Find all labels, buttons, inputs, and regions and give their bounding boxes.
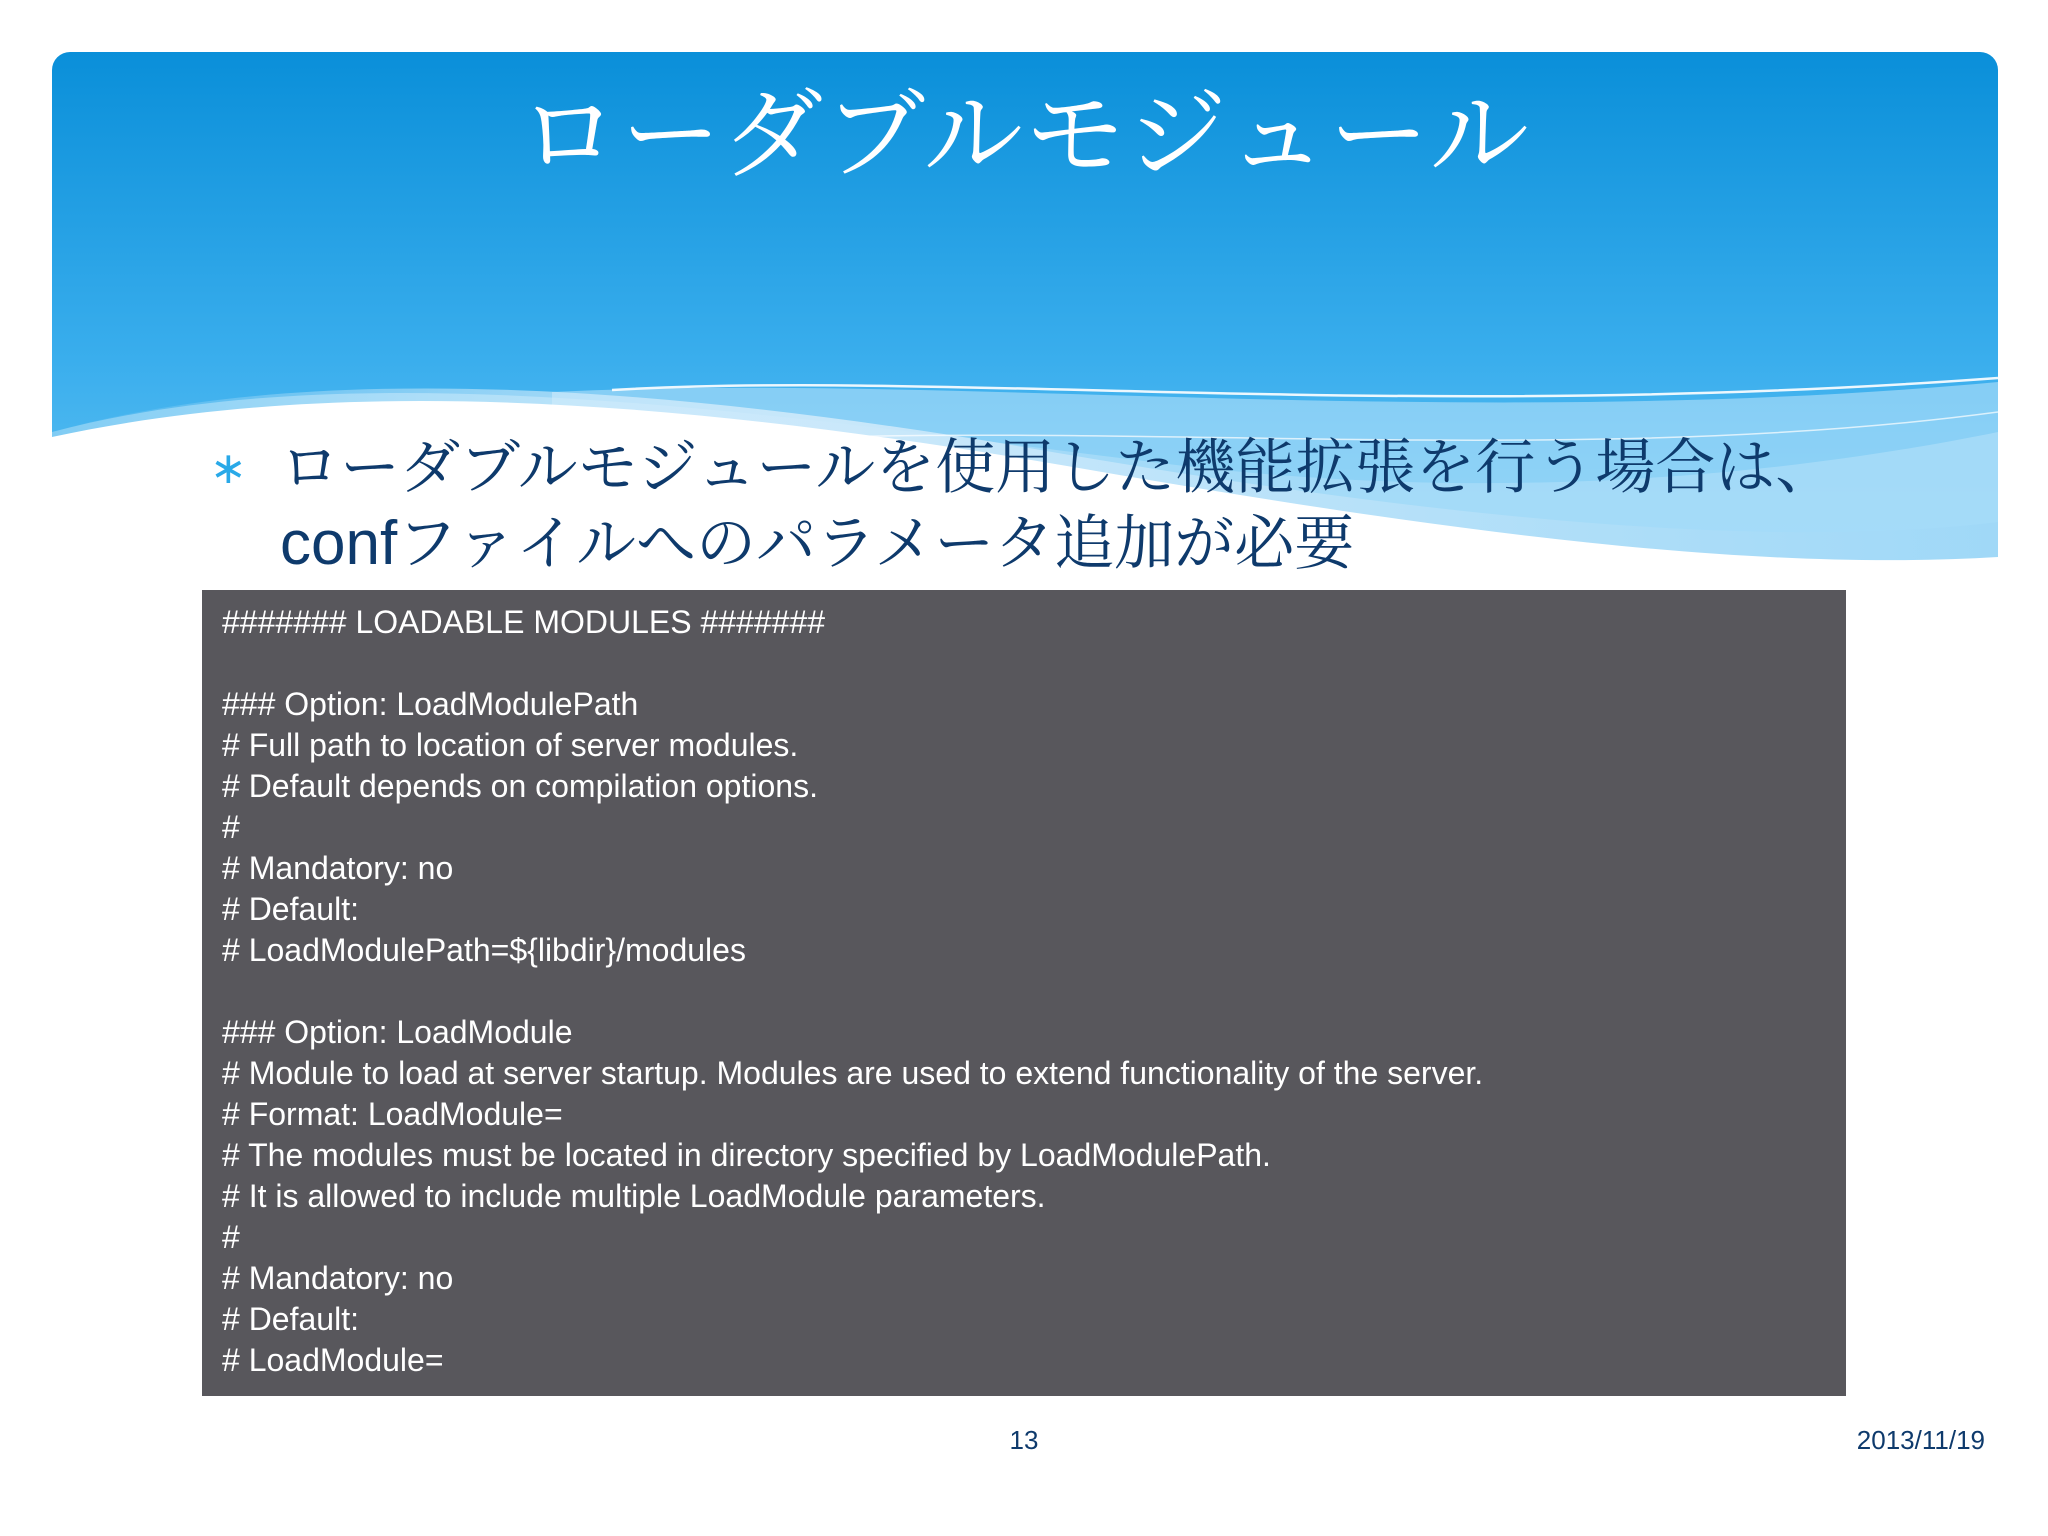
bullet-text-part1: ローダブルモジュールを使用した機能拡張を行う場合は、 [280,433,1836,503]
code-line: ### Option: LoadModulePath [222,686,639,722]
bullet-text-conf: conf [280,509,398,578]
slide-date: 2013/11/19 [1856,1425,1985,1455]
code-line: # [222,1219,240,1255]
code-line: # Module to load at server startup. Modules are used to extend functionality of the server. [222,1055,1484,1091]
asterisk-bullet-icon: ∗ [210,443,247,494]
code-line: # Format: LoadModule= [222,1096,563,1132]
code-line [222,971,1846,1012]
code-line: # Default: [222,891,359,927]
code-line: # Mandatory: no [222,850,454,886]
code-line: ### Option: LoadModule [222,1014,573,1050]
code-line: # Full path to location of server modules. [222,727,799,763]
code-line: ####### LOADABLE MODULES ####### [222,604,826,640]
code-line: # It is allowed to include multiple LoadModule parameters. [222,1178,1046,1214]
bullet-text [280,430,1840,582]
code-line: # LoadModule= [222,1342,444,1378]
code-line: # The modules must be located in directory specified by LoadModulePath. [222,1137,1271,1173]
code-line: # Mandatory: no [222,1260,454,1296]
code-line: # [222,809,240,845]
code-line: # Default depends on compilation options. [222,768,818,804]
code-line: # LoadModulePath=${libdir}/modules [222,932,746,968]
config-code-block [202,590,1846,1396]
code-line: # Default: [222,1301,359,1337]
slide-title: ローダブルモジュール [519,76,1531,193]
code-line [222,643,1846,684]
slide-number: 13 [1009,1425,1039,1455]
bullet-text-part2: ファイルへのパラメータ追加が必要 [397,509,1355,579]
